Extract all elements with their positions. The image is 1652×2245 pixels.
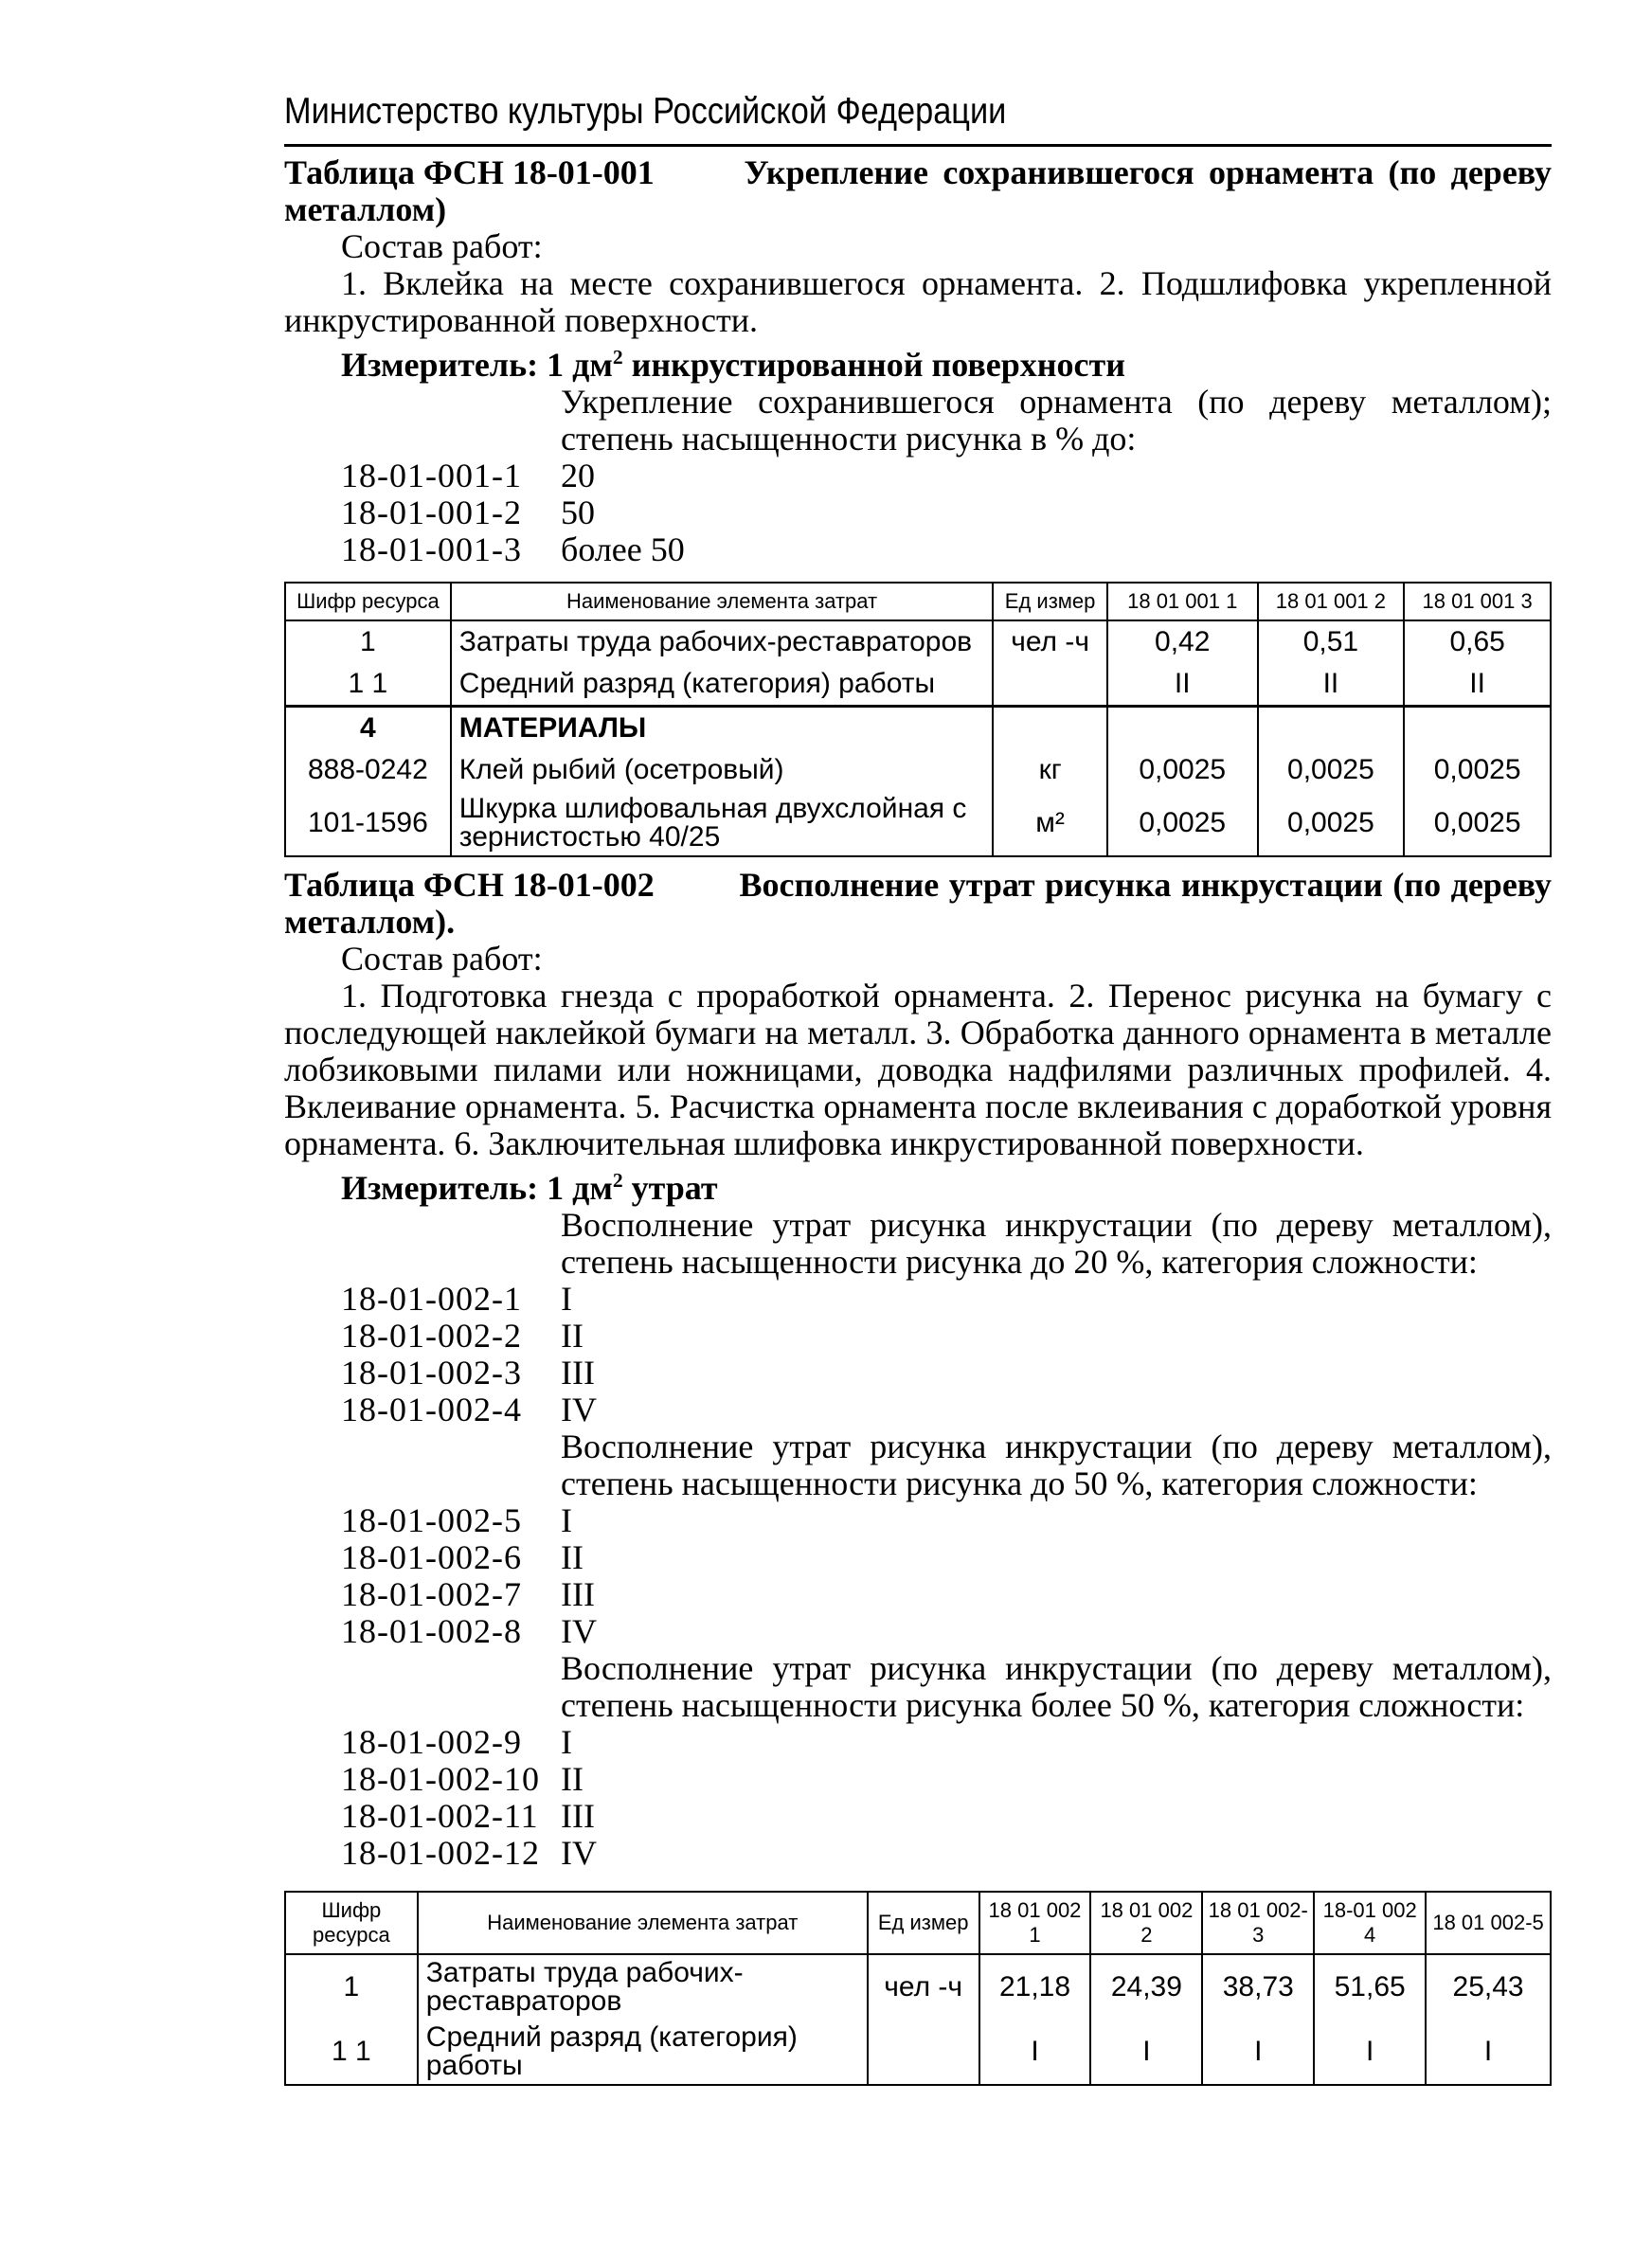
norm-code: 18-01-002-4	[341, 1391, 522, 1428]
table-code: Таблица ФСН 18-01-002	[284, 866, 655, 904]
norm-code-row	[284, 1392, 1552, 1428]
norm-code-row	[284, 1724, 1552, 1761]
norm-code: 18-01-001-1	[341, 457, 522, 494]
norm-code: 18-01-002-2	[341, 1317, 522, 1355]
col-header: 18-01 002 4	[1314, 1892, 1426, 1954]
norm-code: 18-01-002-12	[341, 1834, 540, 1872]
page-header: Министерство культуры Российской Федерации	[284, 91, 1007, 132]
resource-table-001	[284, 582, 1552, 857]
cell: 24,39	[1090, 1954, 1202, 2020]
cell: 0,0025	[1404, 791, 1551, 856]
cell	[1404, 707, 1551, 750]
norm-code-row	[284, 1318, 1552, 1355]
col-header: 18 01 001 3	[1404, 583, 1551, 620]
cell	[1258, 707, 1405, 750]
table-row	[285, 749, 1551, 791]
table-row	[285, 791, 1551, 856]
table-title-text: Восполнение утрат рисунка инкрустации (по дереву металлом).	[284, 866, 1553, 941]
cell	[993, 707, 1107, 750]
norm-value: 50	[561, 494, 595, 531]
norm-code-row	[284, 1355, 1552, 1392]
table-title	[284, 154, 1552, 228]
cell	[868, 2020, 979, 2085]
norm-code-row	[284, 1281, 1552, 1318]
col-header: 18 01 001 1	[1107, 583, 1258, 620]
norm-code: 18-01-001-3	[341, 530, 522, 568]
col-header: 18 01 002 2	[1090, 1892, 1202, 1954]
norm-code: 18-01-002-7	[341, 1575, 522, 1613]
norm-code: 18-01-002-8	[341, 1612, 522, 1650]
col-header: Ед измер	[868, 1892, 979, 1954]
norm-value: более 50	[561, 530, 685, 568]
norm-description: Восполнение утрат рисунка инкрустации (по дереву металлом), степень насыщенности рисунка до 20 %, категория сложности:	[561, 1206, 1552, 1281]
cell: 25,43	[1426, 1954, 1551, 2020]
cell: Средний разряд (категория) работы	[418, 2020, 868, 2085]
norm-value: IV	[561, 1391, 597, 1428]
sostav-label: Состав работ:	[341, 227, 543, 265]
norm-value: III	[561, 1354, 595, 1392]
norm-code: 18-01-002-9	[341, 1723, 522, 1761]
norm-value: III	[561, 1797, 595, 1835]
cell: Средний разряд (категория) работы	[451, 663, 994, 707]
norm-code: 18-01-001-2	[341, 494, 522, 531]
cell: чел -ч	[868, 1954, 979, 2020]
cell: 1	[285, 620, 451, 663]
cell: I	[1090, 2020, 1202, 2085]
table-row	[285, 620, 1551, 663]
sostav-text: 1. Подготовка гнезда с проработкой орнамента. 2. Перенос рисунка на бумагу с последующей наклейкой бумаги на металл. 3. Обработка данного орнамента в металле лобзиковыми пилами или ножницами, доводка надфилями различных профилей. 4. Вклеивание орнамента. 5. Расчистка орнамента после вклеивания с доработкой уровня орнамента. 6. Заключительная шлифовка инкрустированной поверхности.	[284, 977, 1552, 1162]
cell: I	[979, 2020, 1091, 2085]
norm-codes	[284, 1281, 1552, 1428]
measure	[284, 339, 1552, 384]
cell: 51,65	[1314, 1954, 1426, 2020]
norm-value: 20	[561, 457, 595, 494]
norm-value: I	[561, 1501, 572, 1539]
cell: I	[1314, 2020, 1426, 2085]
norm-value: IV	[561, 1612, 597, 1650]
cell: I	[1202, 2020, 1314, 2085]
norm-codes	[284, 1724, 1552, 1872]
cell: 0,51	[1258, 620, 1405, 663]
norm-code: 18-01-002-11	[341, 1797, 539, 1835]
norm-codes	[284, 1502, 1552, 1650]
norm-code-row	[284, 1761, 1552, 1798]
norm-code-row	[284, 1798, 1552, 1835]
measure-text: Измеритель: 1 дм	[341, 346, 613, 384]
norm-code: 18-01-002-6	[341, 1538, 522, 1576]
measure-rest: утрат	[622, 1169, 718, 1207]
measure-rest: инкрустированной поверхности	[622, 346, 1125, 384]
norm-code: 18-01-002-10	[341, 1760, 540, 1798]
cell: кг	[993, 749, 1107, 791]
norm-value: II	[561, 1760, 584, 1798]
cell: 0,0025	[1404, 749, 1551, 791]
norm-value: II	[561, 1317, 584, 1355]
resource-table-002	[284, 1891, 1552, 2086]
norm-code-row	[284, 1539, 1552, 1576]
cell: МАТЕРИАЛЫ	[451, 707, 994, 750]
col-header: Шифр ресурса	[285, 1892, 418, 1954]
sostav-text: 1. Вклейка на месте сохранившегося орнамента. 2. Подшлифовка укрепленной инкрустированной поверхности.	[284, 264, 1552, 339]
norm-description: Восполнение утрат рисунка инкрустации (по дереву металлом), степень насыщенности рисунка до 50 %, категория сложности:	[561, 1428, 1552, 1502]
measure	[284, 1162, 1552, 1207]
cell: чел -ч	[993, 620, 1107, 663]
norm-code-row	[284, 1613, 1552, 1650]
cell: II	[1404, 663, 1551, 707]
norm-code-row	[284, 1502, 1552, 1539]
cell: 0,42	[1107, 620, 1258, 663]
table-row	[285, 663, 1551, 707]
norm-code-row	[284, 531, 1552, 568]
section-18-01-001	[284, 154, 1552, 568]
table-header-row	[285, 1892, 1551, 1954]
cell: Клей рыбий (осетровый)	[451, 749, 994, 791]
cell: 0,0025	[1258, 749, 1405, 791]
table-row	[285, 1954, 1551, 2020]
cell: II	[1107, 663, 1258, 707]
norm-code-row	[284, 1835, 1552, 1872]
cell: м²	[993, 791, 1107, 856]
cell: II	[1258, 663, 1405, 707]
col-header: Наименование элемента затрат	[418, 1892, 868, 1954]
norm-code-row	[284, 1576, 1552, 1613]
cell: Шкурка шлифовальная двухслойная с зернистостью 40/25	[451, 791, 994, 856]
table-title	[284, 867, 1552, 941]
cell: 0,65	[1404, 620, 1551, 663]
cell: 0,0025	[1107, 749, 1258, 791]
norm-value: IV	[561, 1834, 597, 1872]
norm-description: Восполнение утрат рисунка инкрустации (по дереву металлом), степень насыщенности рисунка более 50 %, категория сложности:	[561, 1649, 1552, 1724]
col-header: 18 01 002-5	[1426, 1892, 1551, 1954]
table-title-text: Укрепление сохранившегося орнамента (по дереву металлом)	[284, 153, 1553, 228]
norm-codes	[284, 458, 1552, 568]
cell: 4	[285, 707, 451, 750]
cell: I	[1426, 2020, 1551, 2085]
cell: Затраты труда рабочих-реставраторов	[418, 1954, 868, 2020]
cell: 0,0025	[1107, 791, 1258, 856]
cell: 21,18	[979, 1954, 1091, 2020]
col-header: Ед измер	[993, 583, 1107, 620]
col-header: Наименование элемента затрат	[451, 583, 994, 620]
cell: 1	[285, 1954, 418, 2020]
table-row	[285, 2020, 1551, 2085]
norm-description: Укрепление сохранившегося орнамента (по дереву металлом); степень насыщенности рисунка в % до:	[561, 383, 1552, 458]
header-rule	[284, 144, 1552, 147]
norm-code: 18-01-002-1	[341, 1280, 522, 1318]
measure-text: Измеритель: 1 дм	[341, 1169, 613, 1207]
norm-value: I	[561, 1723, 572, 1761]
document-page	[284, 87, 1552, 2086]
cell	[993, 663, 1107, 707]
col-header: Шифр ресурса	[285, 583, 451, 620]
cell: 38,73	[1202, 1954, 1314, 2020]
col-header: 18 01 001 2	[1258, 583, 1405, 620]
cell: 1 1	[285, 663, 451, 707]
norm-code-row	[284, 458, 1552, 494]
sostav-label: Состав работ:	[341, 940, 543, 978]
table-header-row	[285, 583, 1551, 620]
norm-value: II	[561, 1538, 584, 1576]
norm-value: III	[561, 1575, 595, 1613]
table-row	[285, 707, 1551, 750]
cell: 1 1	[285, 2020, 418, 2085]
table-code: Таблица ФСН 18-01-001	[284, 153, 655, 191]
measure-sup: 2	[612, 346, 623, 368]
col-header: 18 01 002-3	[1202, 1892, 1314, 1954]
norm-code: 18-01-002-3	[341, 1354, 522, 1392]
col-header: 18 01 002 1	[979, 1892, 1091, 1954]
measure-sup: 2	[612, 1169, 623, 1192]
norm-code: 18-01-002-5	[341, 1501, 522, 1539]
norm-value: I	[561, 1280, 572, 1318]
cell: 888-0242	[285, 749, 451, 791]
cell: Затраты труда рабочих-реставраторов	[451, 620, 994, 663]
section-18-01-002	[284, 867, 1552, 1872]
cell	[1107, 707, 1258, 750]
cell: 101-1596	[285, 791, 451, 856]
cell: 0,0025	[1258, 791, 1405, 856]
norm-code-row	[284, 494, 1552, 531]
